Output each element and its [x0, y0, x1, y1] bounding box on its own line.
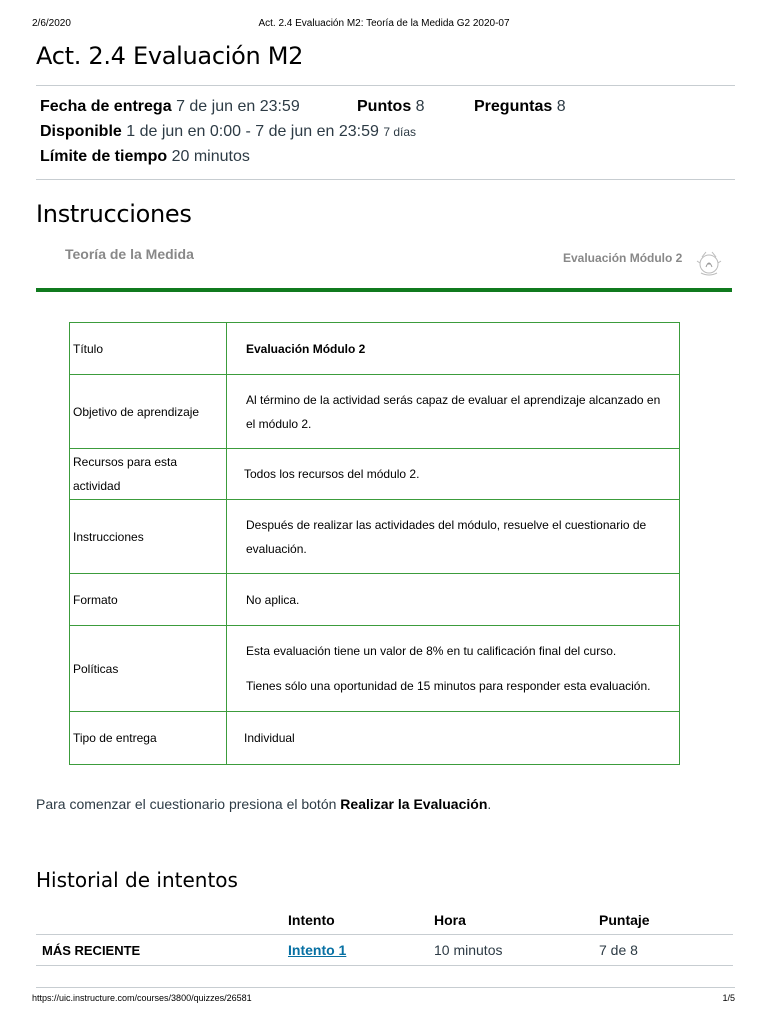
- table-row: [70, 323, 680, 375]
- value-text: Todos los recursos del módulo 2.: [244, 467, 420, 481]
- table-row: [70, 449, 680, 500]
- print-footer: [32, 993, 735, 1003]
- meta-row-due: [40, 96, 566, 121]
- time-limit-label: Límite de tiempo: [40, 148, 168, 165]
- row-value: [227, 500, 680, 574]
- row-key: Instrucciones: [70, 500, 227, 574]
- attempt-history-table: [36, 906, 733, 966]
- attempt-time: 10 minutos: [434, 935, 599, 966]
- quiz-title: Act. 2.4 Evaluación M2: [36, 42, 304, 70]
- banner-green-bar: [36, 288, 732, 292]
- points-group: [357, 96, 425, 118]
- row-key: Título: [70, 323, 227, 375]
- column-header-attempt: Intento: [288, 906, 434, 935]
- print-page-number: 1/5: [722, 993, 735, 1003]
- print-date: 2/6/2020: [32, 18, 71, 29]
- attempt-history-heading: Historial de intentos: [36, 868, 238, 892]
- table-row: [36, 935, 733, 966]
- meta-row-time-limit: [40, 146, 416, 171]
- attempt-link[interactable]: Intento 1: [288, 942, 347, 958]
- column-header-blank: [36, 906, 288, 935]
- points-label: Puntos: [357, 98, 412, 115]
- meta-row-available: [40, 121, 416, 146]
- university-logo-icon: [696, 249, 722, 277]
- questions-label: Preguntas: [474, 98, 553, 115]
- value-text: Esta evaluación tiene un valor de 8% en tu calificación final del curso.: [246, 644, 617, 658]
- row-value: [227, 323, 680, 375]
- column-header-score: Puntaje: [599, 906, 733, 935]
- table-row: [70, 626, 680, 712]
- instructions-heading: Instrucciones: [36, 200, 192, 228]
- row-value: [227, 449, 680, 500]
- row-key: Objetivo de aprendizaje: [70, 375, 227, 449]
- divider: [36, 179, 735, 180]
- due-label: Fecha de entrega: [40, 98, 172, 115]
- attempt-cell: [288, 935, 434, 966]
- row-key: Formato: [70, 574, 227, 626]
- due-value: 7 de jun en 23:59: [176, 98, 300, 115]
- column-header-time: Hora: [434, 906, 599, 935]
- history-header-row: [36, 906, 733, 935]
- points-value: 8: [415, 98, 425, 115]
- banner-course-name: Teoría de la Medida: [65, 246, 194, 262]
- row-key: Recursos para esta actividad: [70, 449, 227, 500]
- row-value: [227, 375, 680, 449]
- row-value: [227, 712, 680, 765]
- banner-module-name: Evaluación Módulo 2: [563, 251, 683, 265]
- available-days: 7 días: [383, 125, 417, 139]
- row-value: [227, 574, 680, 626]
- available-label: Disponible: [40, 123, 122, 140]
- start-instructions: [36, 796, 491, 812]
- start-text-before: Para comenzar el cuestionario presiona el botón: [36, 796, 341, 812]
- questions-value: 8: [556, 98, 566, 115]
- print-url: https://uic.instructure.com/courses/3800/quizzes/26581: [32, 993, 252, 1003]
- row-key: Políticas: [70, 626, 227, 712]
- value-text: Al término de la actividad serás capaz de evaluar el aprendizaje alcanzado en el módulo 2.: [246, 392, 661, 431]
- start-button-reference: Realizar la Evaluación: [340, 796, 488, 812]
- table-row: [70, 712, 680, 765]
- value-text: Individual: [244, 731, 295, 745]
- attempt-label: MÁS RECIENTE: [36, 935, 288, 966]
- row-key: Tipo de entrega: [70, 712, 227, 765]
- table-row: [70, 500, 680, 574]
- row-value: [227, 626, 680, 712]
- attempt-score: 7 de 8: [599, 935, 733, 966]
- value-text: Evaluación Módulo 2: [246, 341, 366, 356]
- questions-group: [474, 96, 566, 118]
- print-header: [32, 18, 736, 32]
- value-text: Después de realizar las actividades del módulo, resuelve el cuestionario de evaluación.: [246, 517, 647, 556]
- time-limit-value: 20 minutos: [171, 148, 250, 165]
- activity-info-table: [69, 322, 680, 765]
- value-text: No aplica.: [246, 592, 300, 607]
- start-text-after: .: [487, 796, 492, 812]
- table-row: [70, 574, 680, 626]
- divider: [36, 987, 735, 988]
- divider: [36, 85, 735, 86]
- table-row: [70, 375, 680, 449]
- value-text: Tienes sólo una oportunidad de 15 minutos para responder esta evaluación.: [246, 679, 651, 693]
- print-doc-title: Act. 2.4 Evaluación M2: Teoría de la Medida G2 2020-07: [258, 18, 510, 29]
- quiz-meta: [40, 96, 566, 171]
- available-value: 1 de jun en 0:00 - 7 de jun en 23:59: [126, 123, 379, 140]
